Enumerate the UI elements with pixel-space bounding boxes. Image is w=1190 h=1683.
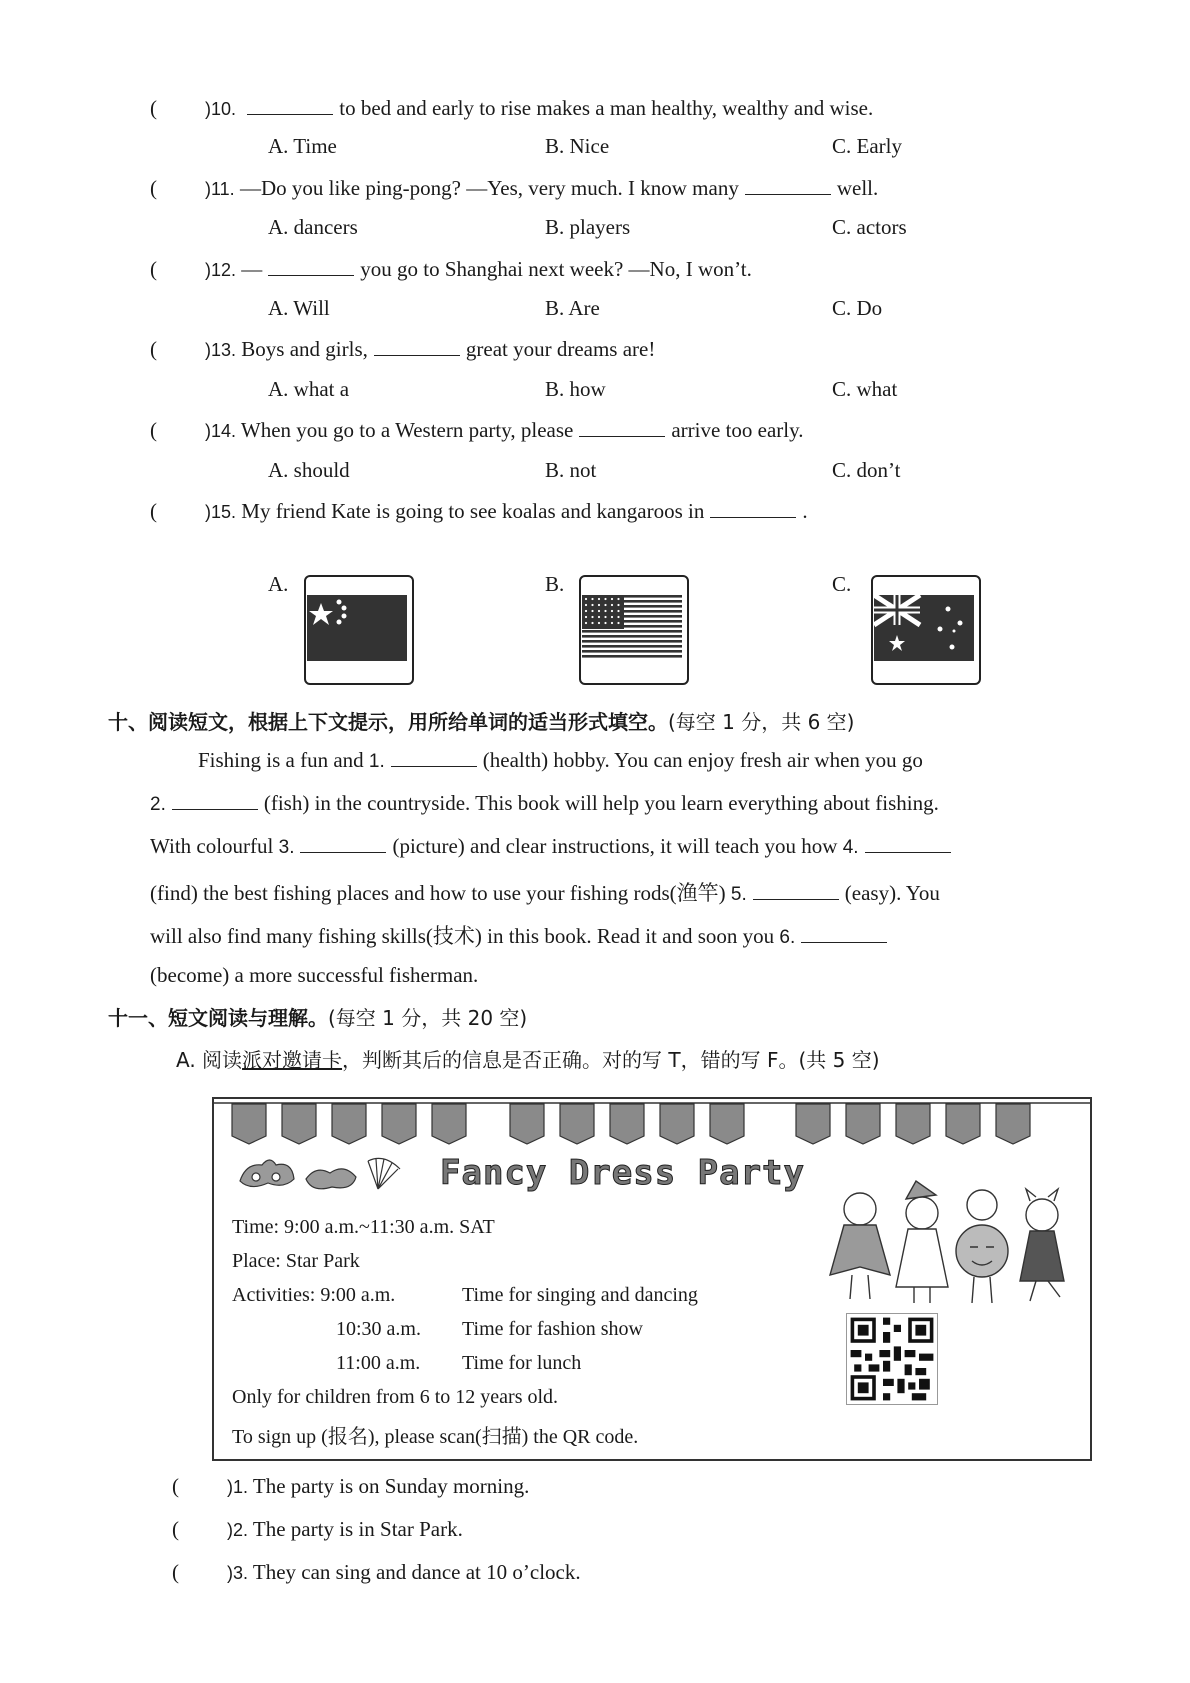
question-15	[150, 499, 808, 524]
true-false-item-3	[172, 1560, 581, 1585]
question-number: )13.	[205, 340, 237, 360]
section-10-title: 十、阅读短文，根据上下文提示，用所给单词的适当形式填空。	[108, 710, 668, 734]
question-text-post: great your dreams are!	[465, 337, 656, 361]
qr-code-icon	[847, 1314, 937, 1404]
question-12	[150, 257, 752, 282]
section-11-title: 十一、短文阅读与理解。	[108, 1006, 328, 1030]
answer-blank[interactable]	[391, 765, 477, 767]
question-text-pre: —	[241, 257, 263, 281]
answer-blank[interactable]	[753, 898, 839, 900]
question-number: )14.	[205, 421, 237, 441]
invitation-card	[212, 1097, 1092, 1461]
question-blank	[247, 113, 333, 115]
qr-code[interactable]	[846, 1313, 938, 1405]
passage-text: (find) the best fishing places and how to use your fishing rods(渔竿)	[150, 881, 731, 905]
option-a[interactable]: A. Time	[268, 134, 337, 158]
blank-number: 4.	[842, 837, 859, 858]
answer-blank[interactable]	[865, 851, 951, 853]
passage-line-1	[198, 748, 923, 773]
question-number: )12.	[205, 260, 237, 280]
item-number: )3.	[227, 1563, 249, 1583]
passage-line-2	[150, 791, 939, 816]
passage-line-6	[150, 963, 478, 988]
flag-image-a[interactable]	[304, 575, 414, 685]
option-c[interactable]: C. Early	[832, 134, 902, 158]
answer-paren[interactable]: (	[150, 176, 157, 200]
question-number: )10.	[205, 99, 237, 119]
part-a-pre: A. 阅读	[176, 1048, 243, 1072]
passage-line-4	[150, 877, 940, 907]
question-text-post: you go to Shanghai next week? —No, I won’t.	[360, 257, 752, 281]
card-time: Time: 9:00 a.m.~11:30 a.m. SAT	[232, 1216, 495, 1238]
option-a[interactable]: A. Will	[268, 296, 330, 320]
question-text-post: to bed and early to rise makes a man healthy, wealthy and wise.	[339, 96, 874, 120]
card-age-limit: Only for children from 6 to 12 years old.	[232, 1386, 559, 1408]
passage-text: With colourful	[150, 834, 279, 858]
option-c[interactable]: C.	[832, 572, 852, 596]
question-text-pre: —Do you like ping-pong? —Yes, very much. I know many	[239, 176, 739, 200]
question-text-post: arrive too early.	[671, 418, 804, 442]
option-a[interactable]: A. what a	[268, 377, 350, 401]
statement-text: The party is on Sunday morning.	[252, 1474, 530, 1498]
passage-text: (picture) and clear instructions, it will teach you how	[392, 834, 843, 858]
blank-number: 3.	[278, 837, 295, 858]
passage-line-5	[150, 920, 893, 950]
question-blank	[745, 193, 831, 195]
statement-text: They can sing and dance at 10 o’clock.	[252, 1560, 581, 1584]
answer-paren[interactable]: (	[150, 418, 157, 442]
section-10-note: (每空 1 分，共 6 空)	[668, 710, 855, 734]
australia-flag-icon	[874, 595, 974, 661]
option-c[interactable]: C. what	[832, 377, 898, 401]
passage-text: (easy). You	[844, 881, 940, 905]
answer-blank[interactable]	[172, 808, 258, 810]
question-blank	[268, 274, 354, 276]
answer-paren[interactable]: (	[150, 96, 157, 120]
option-b[interactable]: B.	[545, 572, 565, 596]
question-13	[150, 337, 655, 362]
option-b[interactable]: B. Are	[545, 296, 600, 320]
passage-text: (become) a more successful fisherman.	[150, 963, 479, 987]
question-text-pre: When you go to a Western party, please	[240, 418, 574, 442]
section-11-heading	[108, 1002, 527, 1031]
answer-blank[interactable]	[801, 941, 887, 943]
option-b[interactable]: B. how	[545, 377, 606, 401]
option-a[interactable]: A.	[268, 572, 289, 596]
question-blank	[710, 516, 796, 518]
question-10	[150, 96, 873, 121]
blank-number: 6.	[779, 927, 796, 948]
card-time-2: 10:30 a.m.	[336, 1318, 421, 1340]
bunting-decoration	[214, 1099, 1090, 1149]
passage-line-3	[150, 834, 957, 859]
question-text-post: well.	[836, 176, 879, 200]
question-text-post: .	[802, 499, 808, 523]
item-number: )2.	[227, 1520, 249, 1540]
option-c[interactable]: C. Do	[832, 296, 883, 320]
card-place: Place: Star Park	[232, 1250, 360, 1272]
option-c[interactable]: C. don’t	[832, 458, 901, 482]
card-signup: To sign up (报名), please scan(扫描) the QR code.	[232, 1426, 639, 1448]
statement-text: The party is in Star Park.	[252, 1517, 463, 1541]
answer-paren[interactable]: (	[150, 337, 157, 361]
passage-text: will also find many fishing skills(技术) in this book. Read it and soon you	[150, 924, 780, 948]
question-blank	[374, 354, 460, 356]
question-text-pre: Boys and girls,	[241, 337, 368, 361]
option-a[interactable]: A. should	[268, 458, 350, 482]
blank-number: 5.	[730, 884, 747, 905]
card-title: Fancy Dress Party	[440, 1153, 805, 1193]
answer-paren[interactable]: (	[172, 1517, 179, 1541]
option-a[interactable]: A. dancers	[268, 215, 358, 239]
part-a-instruction	[176, 1044, 880, 1073]
section-10-heading	[108, 706, 854, 735]
passage-text: (health) hobby. You can enjoy fresh air when you go	[482, 748, 923, 772]
blank-number: 1.	[368, 751, 385, 772]
flag-image-c[interactable]	[871, 575, 981, 685]
part-a-post: ，判断其后的信息是否正确。对的写 T，错的写 F。(共 5 空)	[342, 1048, 880, 1072]
answer-blank[interactable]	[300, 851, 386, 853]
option-b[interactable]: B. not	[545, 458, 597, 482]
question-14	[150, 418, 804, 443]
card-activity-1: Time for singing and dancing	[462, 1284, 698, 1306]
answer-paren[interactable]: (	[150, 499, 157, 523]
answer-paren[interactable]: (	[172, 1560, 179, 1584]
section-11-note: (每空 1 分，共 20 空)	[328, 1006, 528, 1030]
question-number: )15.	[205, 502, 237, 522]
true-false-item-1	[172, 1474, 529, 1499]
card-activity-3: Time for lunch	[462, 1352, 582, 1374]
children-costume-illustration	[824, 1179, 1084, 1309]
card-activity-2: Time for fashion show	[462, 1318, 643, 1340]
option-c[interactable]: C. actors	[832, 215, 907, 239]
usa-flag-icon	[582, 595, 682, 661]
passage-text: (fish) in the countryside. This book will help you learn everything about fishing.	[263, 791, 939, 815]
question-blank	[579, 435, 665, 437]
flag-image-b[interactable]	[579, 575, 689, 685]
answer-paren[interactable]: (	[172, 1474, 179, 1498]
option-b[interactable]: B. Nice	[545, 134, 610, 158]
question-number: )11.	[205, 179, 235, 199]
card-time-3: 11:00 a.m.	[336, 1352, 421, 1374]
question-text-pre: My friend Kate is going to see koalas and kangaroos in	[241, 499, 705, 523]
passage-text: Fishing is a fun and	[198, 748, 369, 772]
item-number: )1.	[227, 1477, 249, 1497]
true-false-item-2	[172, 1517, 463, 1542]
china-flag-icon	[307, 595, 407, 661]
answer-paren[interactable]: (	[150, 257, 157, 281]
part-a-underlined: 派对邀请卡	[242, 1048, 343, 1072]
blank-number: 2.	[150, 794, 166, 815]
mask-fan-decoration	[234, 1151, 434, 1201]
card-activities-label: Activities: 9:00 a.m.	[232, 1284, 396, 1306]
option-b[interactable]: B. players	[545, 215, 631, 239]
question-11	[150, 176, 878, 201]
